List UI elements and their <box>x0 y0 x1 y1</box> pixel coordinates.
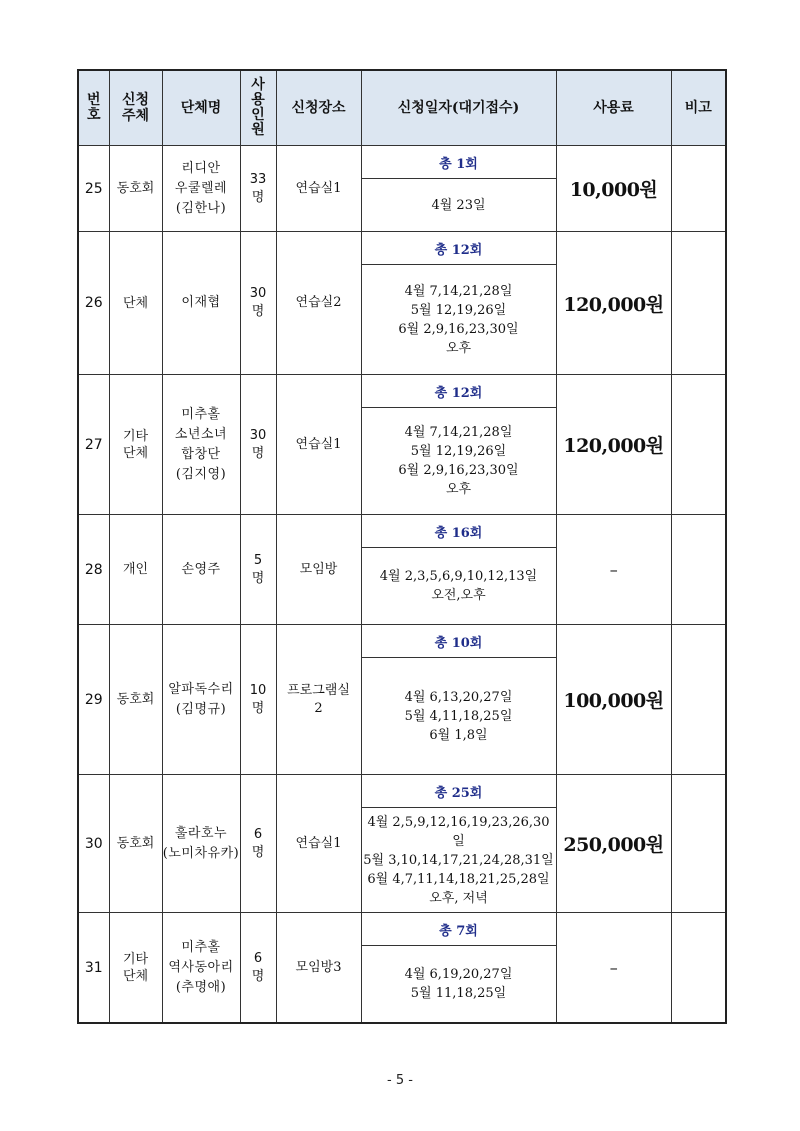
row-users: 30 명 <box>240 232 276 375</box>
row-note <box>671 232 726 375</box>
row-place: 연습실1 <box>276 146 361 232</box>
row-note <box>671 625 726 775</box>
row-dates: 4월 6,19,20,27일 5월 11,18,25일 <box>361 946 556 1024</box>
table-body <box>78 146 726 1024</box>
table-row <box>78 775 726 808</box>
row-fee: 100,000원 <box>556 625 671 775</box>
header-fee: 사용료 <box>556 70 671 146</box>
row-total-count: 총 10회 <box>361 625 556 658</box>
row-number: 28 <box>78 515 109 625</box>
header-row <box>78 70 726 146</box>
header-number: 번 호 <box>78 70 109 146</box>
row-applicant: 동호회 <box>109 146 162 232</box>
row-place: 연습실2 <box>276 232 361 375</box>
reservation-table <box>77 69 727 1024</box>
row-applicant: 동호회 <box>109 625 162 775</box>
row-note <box>671 515 726 625</box>
row-dates: 4월 7,14,21,28일 5월 12,19,26일 6월 2,9,16,23,30일 오후 <box>361 265 556 375</box>
row-group-name: 미추홀 역사동아리 (추명애) <box>162 913 240 1024</box>
row-fee: 10,000원 <box>556 146 671 232</box>
row-group-name: 손영주 <box>162 515 240 625</box>
row-dates: 4월 23일 <box>361 179 556 232</box>
row-number: 31 <box>78 913 109 1024</box>
header-place: 신청장소 <box>276 70 361 146</box>
row-number: 25 <box>78 146 109 232</box>
row-fee: 250,000원 <box>556 775 671 913</box>
row-dates: 4월 7,14,21,28일 5월 12,19,26일 6월 2,9,16,23,30일 오후 <box>361 408 556 515</box>
row-place: 모임방 <box>276 515 361 625</box>
row-dates: 4월 2,5,9,12,16,19,23,26,30일 5월 3,10,14,17,21,24,28,31일 6월 4,7,11,14,18,21,25,28일 오후, 저녁 <box>361 808 556 913</box>
row-group-name: 알파독수리 (김명규) <box>162 625 240 775</box>
row-fee: – <box>556 913 671 1024</box>
row-total-count: 총 1회 <box>361 146 556 179</box>
table-row <box>78 625 726 658</box>
row-number: 30 <box>78 775 109 913</box>
row-total-count: 총 25회 <box>361 775 556 808</box>
row-fee: 120,000원 <box>556 375 671 515</box>
row-note <box>671 913 726 1024</box>
row-note <box>671 146 726 232</box>
table-row <box>78 232 726 265</box>
row-place: 연습실1 <box>276 375 361 515</box>
row-dates: 4월 2,3,5,6,9,10,12,13일 오전,오후 <box>361 548 556 625</box>
table-row <box>78 913 726 946</box>
row-users: 6 명 <box>240 913 276 1024</box>
row-place: 프로그램실 2 <box>276 625 361 775</box>
row-number: 26 <box>78 232 109 375</box>
row-applicant: 동호회 <box>109 775 162 913</box>
header-note: 비고 <box>671 70 726 146</box>
row-fee: 120,000원 <box>556 232 671 375</box>
row-group-name: 리디안 우쿨렐레 (김한나) <box>162 146 240 232</box>
row-number: 29 <box>78 625 109 775</box>
row-number: 27 <box>78 375 109 515</box>
header-applicant: 신청 주체 <box>109 70 162 146</box>
row-applicant: 개인 <box>109 515 162 625</box>
row-users: 30 명 <box>240 375 276 515</box>
row-group-name: 이재협 <box>162 232 240 375</box>
header-users: 사 용 인 원 <box>240 70 276 146</box>
row-total-count: 총 12회 <box>361 375 556 408</box>
table-row <box>78 515 726 548</box>
table-row <box>78 375 726 408</box>
row-users: 10 명 <box>240 625 276 775</box>
row-users: 5 명 <box>240 515 276 625</box>
page-number: - 5 - <box>387 1073 413 1088</box>
row-applicant: 기타 단체 <box>109 375 162 515</box>
row-dates: 4월 6,13,20,27일 5월 4,11,18,25일 6월 1,8일 <box>361 658 556 775</box>
header-group-name: 단체명 <box>162 70 240 146</box>
row-place: 모임방3 <box>276 913 361 1024</box>
row-fee: – <box>556 515 671 625</box>
row-note <box>671 375 726 515</box>
row-note <box>671 775 726 913</box>
row-users: 6 명 <box>240 775 276 913</box>
row-applicant: 단체 <box>109 232 162 375</box>
row-applicant: 기타 단체 <box>109 913 162 1024</box>
row-users: 33 명 <box>240 146 276 232</box>
row-total-count: 총 7회 <box>361 913 556 946</box>
header-dates: 신청일자(대기접수) <box>361 70 556 146</box>
row-group-name: 미추홀 소년소녀 합창단 (김지영) <box>162 375 240 515</box>
row-place: 연습실1 <box>276 775 361 913</box>
table-row <box>78 146 726 179</box>
row-total-count: 총 12회 <box>361 232 556 265</box>
row-total-count: 총 16회 <box>361 515 556 548</box>
row-group-name: 훌라호누 (노미차유카) <box>162 775 240 913</box>
